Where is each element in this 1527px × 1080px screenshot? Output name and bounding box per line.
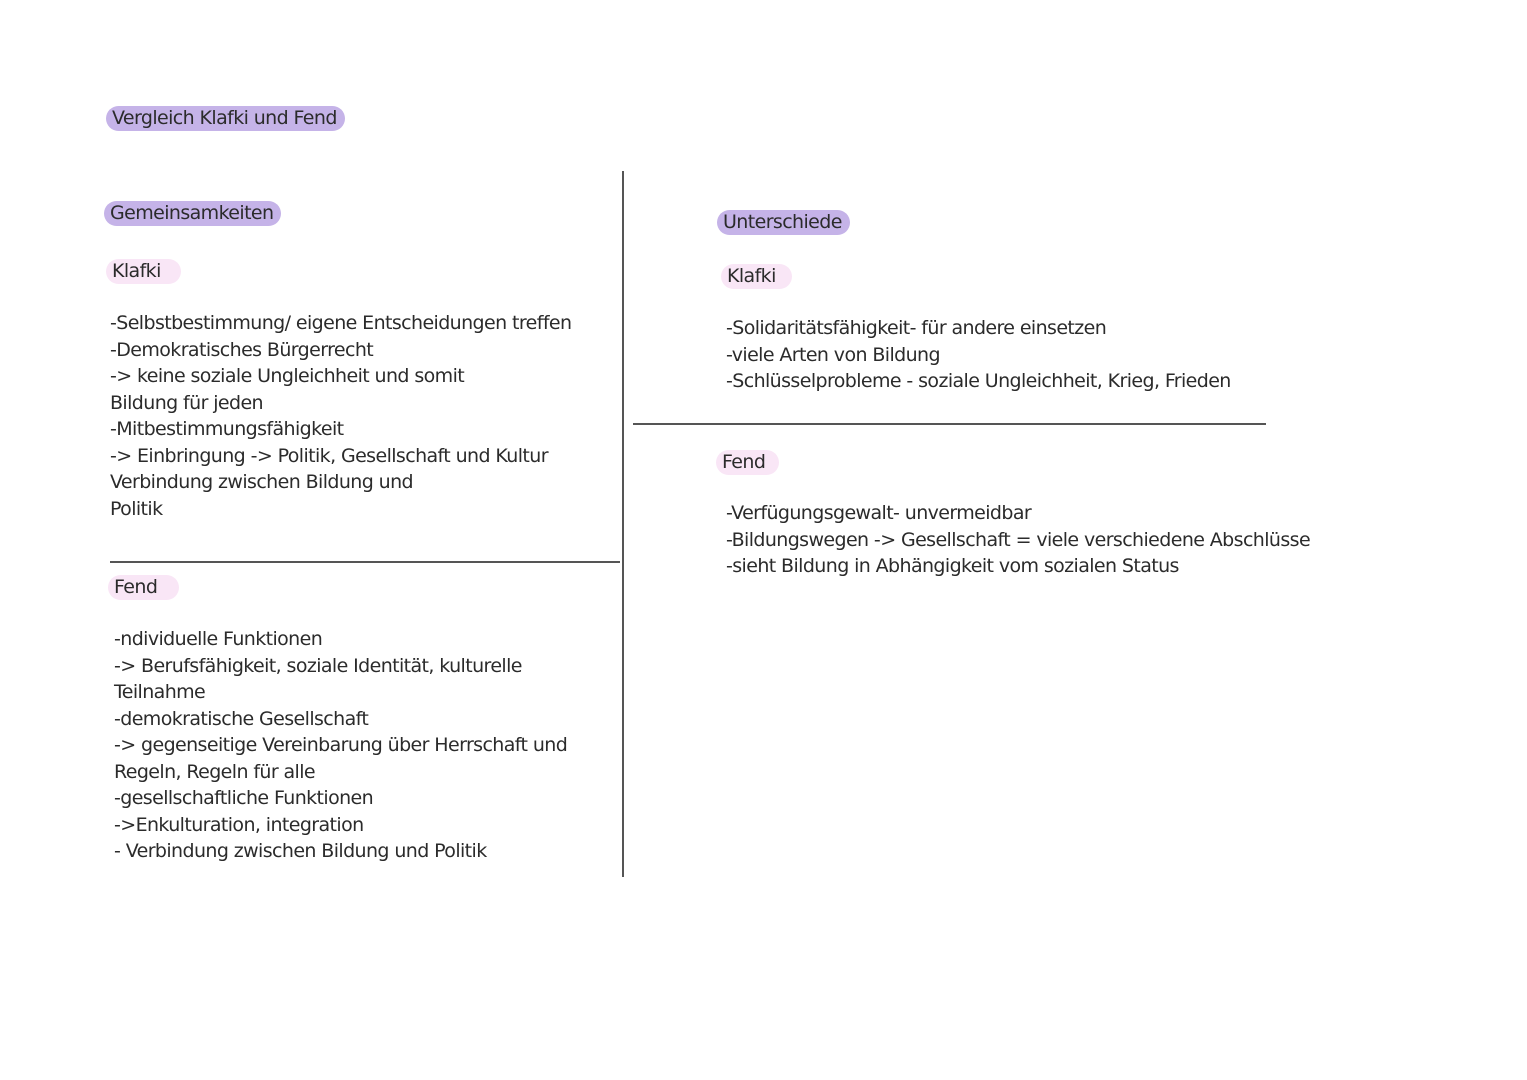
gemeinsamkeiten-heading: Gemeinsamkeiten xyxy=(104,201,281,226)
right-fend-label: Fend xyxy=(716,450,779,475)
column-divider xyxy=(622,171,624,877)
text-line: -demokratische Gesellschaft xyxy=(114,707,369,730)
left-klafki-text xyxy=(110,310,571,522)
right-klafki-text xyxy=(726,315,1231,395)
text-line: -sieht Bildung in Abhängigkeit vom sozialen Status xyxy=(726,555,1179,577)
text-line: -viele Arten von Bildung xyxy=(726,343,940,366)
page-title: Vergleich Klafki und Fend xyxy=(106,106,345,131)
text-line: -Bildungswegen -> Gesellschaft = viele verschiedene Abschlüsse xyxy=(726,528,1311,551)
left-fend-text xyxy=(114,626,567,865)
right-section-divider xyxy=(633,423,1266,425)
text-line: - Verbindung zwischen Bildung und Politik xyxy=(114,840,487,862)
left-fend-label: Fend xyxy=(108,575,179,600)
left-klafki-label: Klafki xyxy=(106,259,181,284)
text-line: Verbindung zwischen Bildung und xyxy=(110,471,413,493)
text-line: -Mitbestimmungsfähigkeit xyxy=(110,418,344,440)
text-line: -Solidaritätsfähigkeit- für andere einsetzen xyxy=(726,317,1107,339)
text-line: -> Einbringung -> Politik, Gesellschaft und Kultur xyxy=(110,444,548,467)
text-line: -> keine soziale Ungleichheit und somit xyxy=(110,365,465,387)
unterschiede-heading: Unterschiede xyxy=(717,210,850,235)
text-line: -Demokratisches Bürgerrecht xyxy=(110,338,374,361)
text-line: -> gegenseitige Vereinbarung über Herrschaft und xyxy=(114,734,568,756)
text-line: -> Berufsfähigkeit, soziale Identität, kulturelle xyxy=(114,654,522,677)
right-klafki-label: Klafki xyxy=(721,264,792,289)
text-line: Bildung für jeden xyxy=(110,391,263,414)
text-line: -gesellschaftliche Funktionen xyxy=(114,787,374,809)
text-line: Teilnahme xyxy=(114,681,206,703)
right-fend-text xyxy=(726,500,1310,580)
text-line: Politik xyxy=(110,497,163,520)
text-line: -ndividuelle Funktionen xyxy=(114,628,323,650)
text-line: -Schlüsselprobleme - soziale Ungleichheit, Krieg, Frieden xyxy=(726,370,1231,392)
text-line: ->Enkulturation, integration xyxy=(114,813,364,836)
text-line: -Verfügungsgewalt- unvermeidbar xyxy=(726,502,1032,524)
text-line: Regeln, Regeln für alle xyxy=(114,760,316,783)
text-line: -Selbstbestimmung/ eigene Entscheidungen treffen xyxy=(110,312,572,334)
left-section-divider xyxy=(110,561,620,563)
